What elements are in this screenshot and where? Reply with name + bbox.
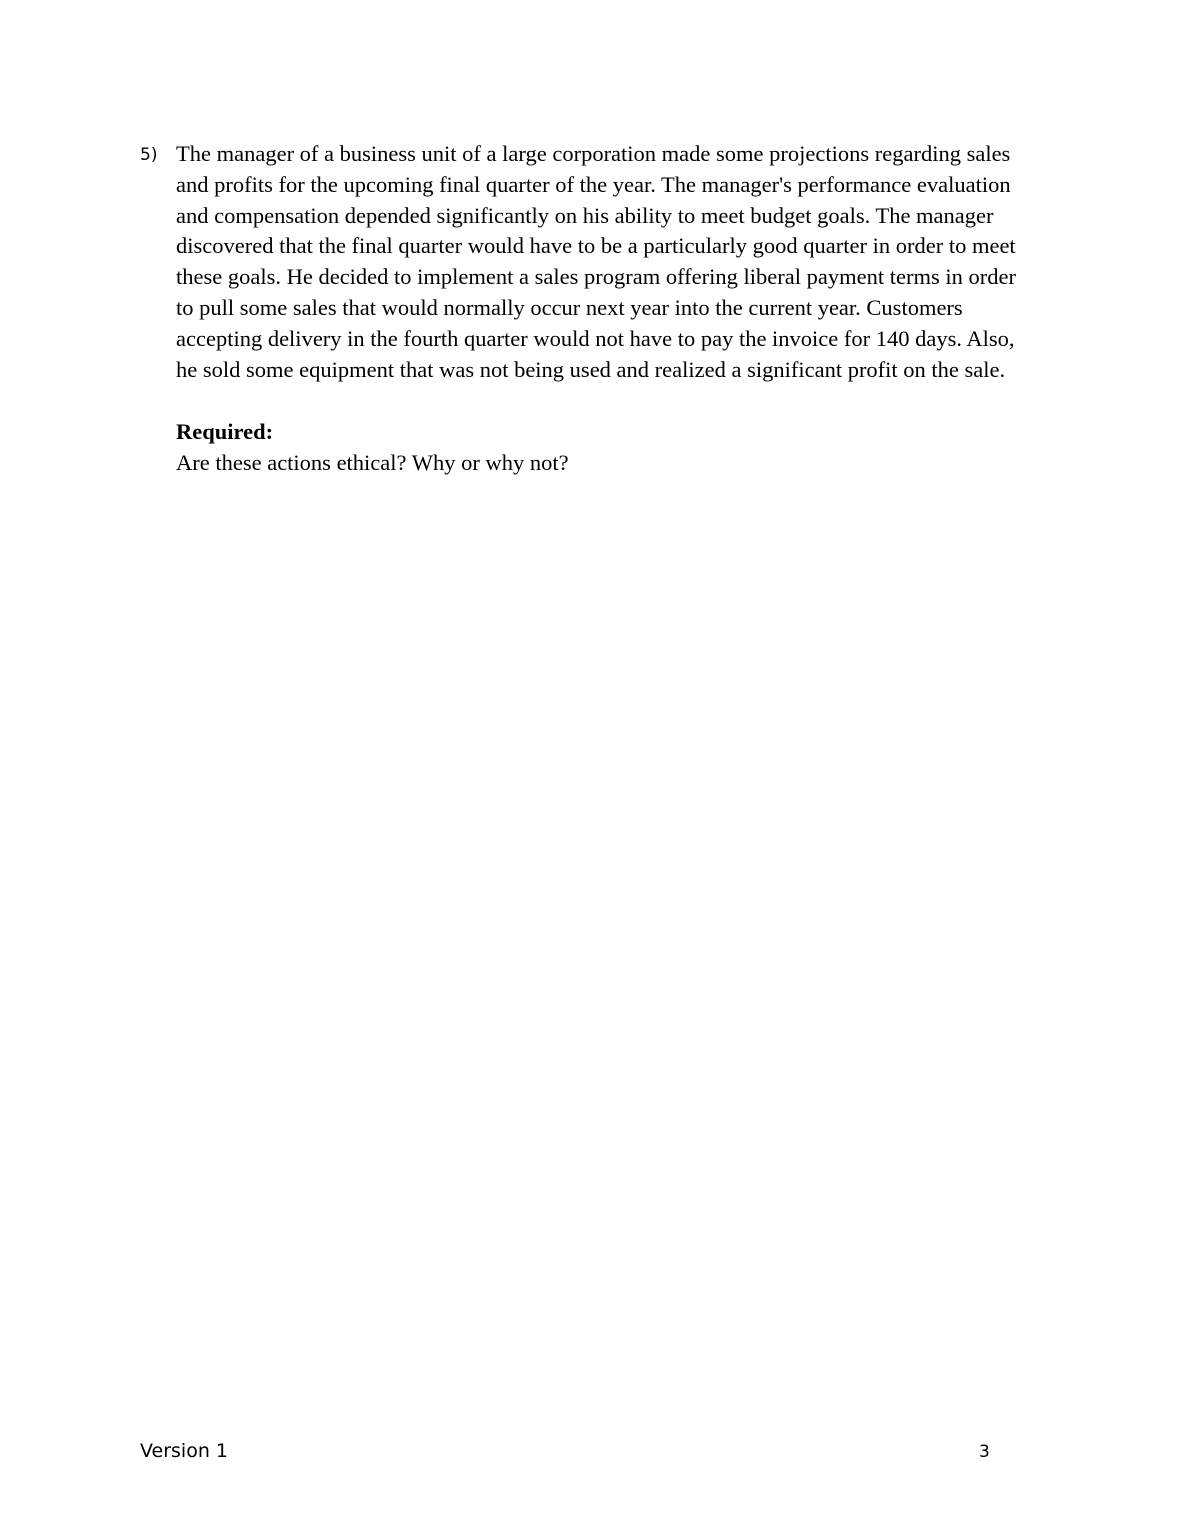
question-line: accepting delivery in the fourth quarter would not have to pay the invoice for 140 days. Also, [176,325,1015,351]
question-text [176,139,1060,385]
required-prompt: Are these actions ethical? Why or why not? [176,450,569,475]
question-line: these goals. He decided to implement a sales program offering liberal payment terms in order [176,264,1016,290]
question-line: he sold some equipment that was not being used and realized a significant profit on the sale. [176,356,1006,382]
question-line: discovered that the final quarter would have to be a particularly good quarter in order to meet [176,233,1016,259]
required-heading: Required: [176,419,274,444]
question-line: and compensation depended significantly on his ability to meet budget goals. The manager [176,202,994,228]
question-line: to pull some sales that would normally occur next year into the current year. Customers [176,294,963,320]
question-number: 5) [140,145,158,165]
question-line: The manager of a business unit of a large corporation made some projections regarding sales [176,141,1011,166]
footer-version: Version 1 [140,1440,228,1462]
footer-page-number: 3 [979,1442,990,1462]
question-line: and profits for the upcoming final quarter of the year. The manager's performance evaluation [176,171,1011,197]
